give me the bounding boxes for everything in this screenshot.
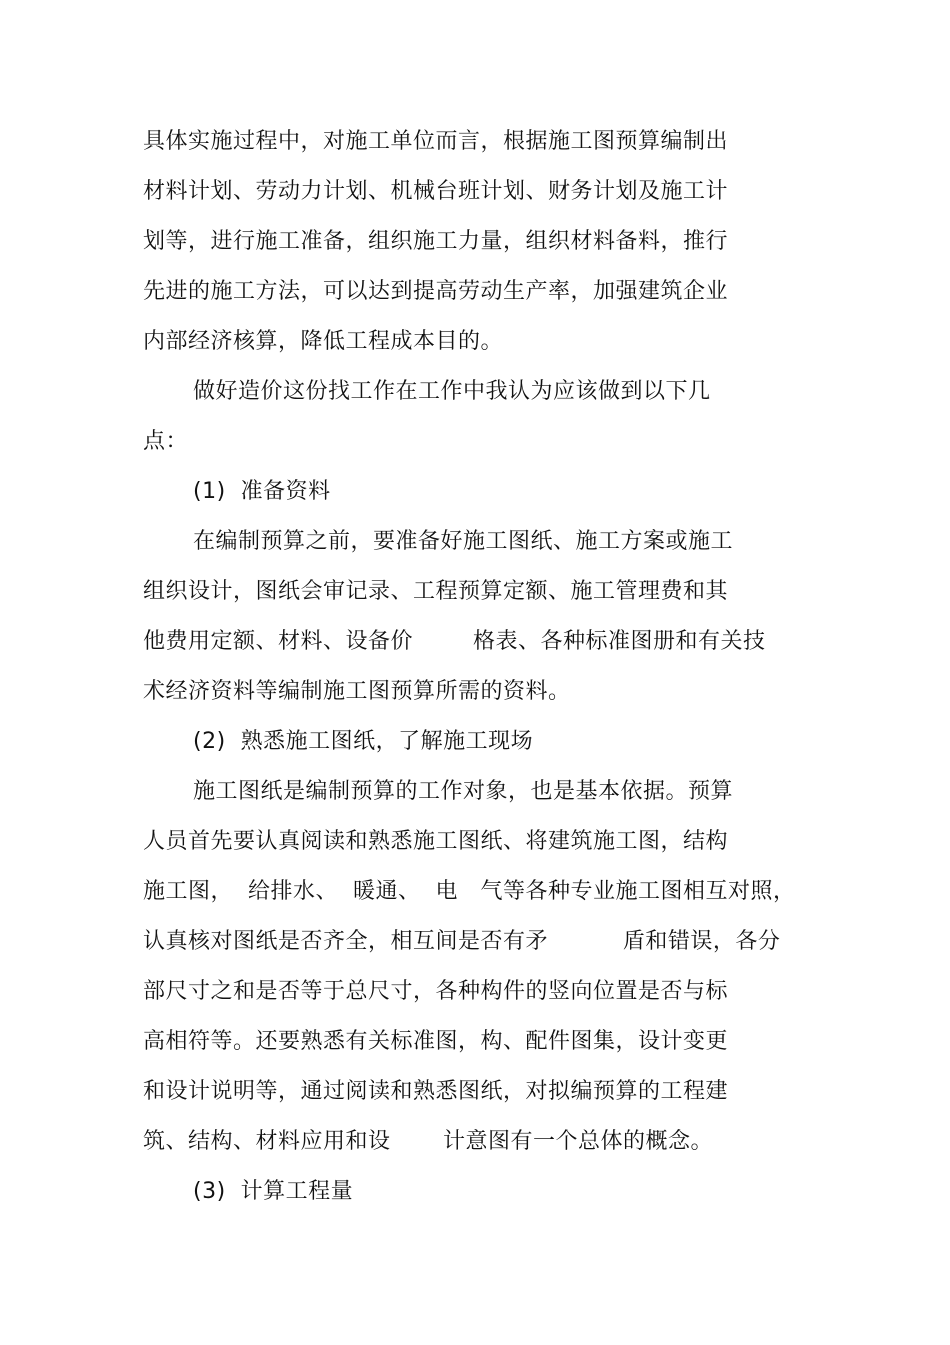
text-line-15: 人员首先要认真阅读和熟悉施工图纸、将建筑施工图，结构: [143, 829, 729, 854]
text-line-9: 在编制预算之前，要准备好施工图纸、施工方案或施工: [193, 529, 734, 554]
text-line-18: 部尺寸之和是否等于总尺寸，各种构件的竖向位置是否与标: [143, 979, 729, 1004]
text-line-4: 先进的施工方法，可以达到提高劳动生产率，加强建筑企业: [143, 279, 729, 304]
text-line-21: 筑、结构、材料应用和设 计意图有一个总体的概念。: [143, 1129, 713, 1154]
text-line-10: 组织设计，图纸会审记录、工程预算定额、施工管理费和其: [143, 579, 729, 604]
text-line-19: 高相符等。还要熟悉有关标准图，构、配件图集，设计变更: [143, 1029, 729, 1054]
text-line-16: 施工图， 给排水、 暖通、 电 气等各种专业施工图相互对照，: [143, 879, 796, 904]
section-heading-1: (1) 准备资料: [193, 479, 331, 504]
text-line-2: 材料计划、劳动力计划、机械台班计划、财务计划及施工计: [143, 179, 729, 204]
text-line-3: 划等，进行施工准备，组织施工力量，组织材料备料，推行: [143, 229, 729, 254]
text-line-1: 具体实施过程中，对施工单位而言，根据施工图预算编制出: [143, 129, 729, 154]
text-line-17: 认真核对图纸是否齐全，相互间是否有矛 盾和错误，各分: [143, 929, 781, 954]
text-line-14: 施工图纸是编制预算的工作对象，也是基本依据。预算: [193, 779, 734, 804]
section-heading-3: (3) 计算工程量: [193, 1179, 354, 1204]
text-line-12: 术经济资料等编制施工图预算所需的资料。: [143, 679, 571, 704]
text-line-20: 和设计说明等，通过阅读和熟悉图纸，对拟编预算的工程建: [143, 1079, 729, 1104]
text-line-5: 内部经济核算，降低工程成本目的。: [143, 329, 504, 354]
text-line-11: 他费用定额、材料、设备价 格表、各种标准图册和有关技: [143, 629, 766, 654]
text-line-7: 点：: [143, 429, 189, 454]
section-heading-2: (2) 熟悉施工图纸，了解施工现场: [193, 729, 534, 754]
text-line-6: 做好造价这份找工作在工作中我认为应该做到以下几: [193, 379, 711, 404]
